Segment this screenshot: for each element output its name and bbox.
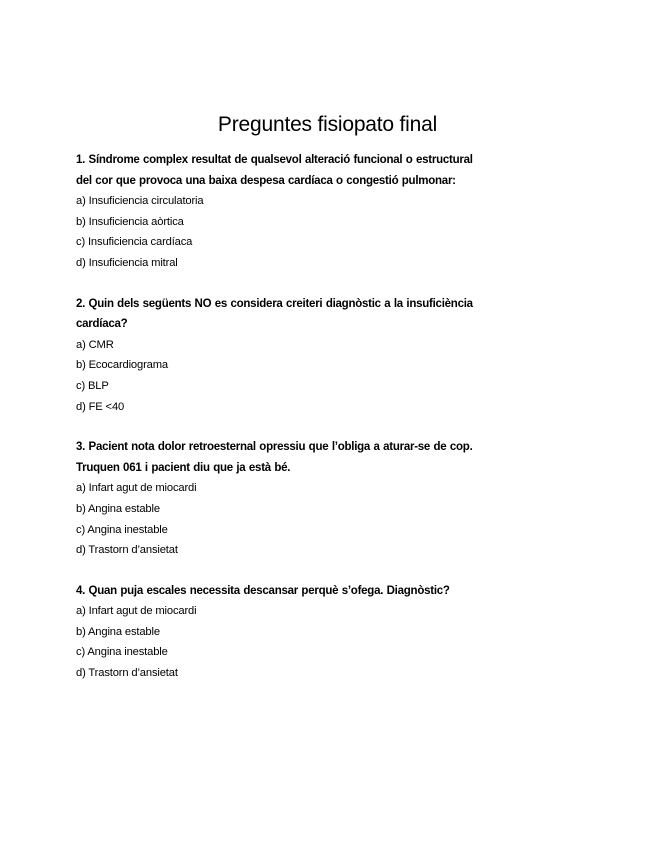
answer-option: d) Trastorn d’ansietat: [76, 667, 178, 680]
question-text-line: cardíaca?: [76, 318, 128, 331]
answer-option: d) Insuficiencia mitral: [76, 256, 178, 269]
answer-option: d) Trastorn d’ansietat: [76, 544, 178, 557]
answer-option: a) Insuficiencia circulatoria: [76, 195, 204, 208]
question-1-text: [76, 150, 536, 191]
answer-option: b) Angina estable: [76, 625, 160, 638]
question-4-text: [76, 581, 536, 602]
page-title: Preguntes fisiopato final: [217, 113, 438, 137]
spacer: [76, 561, 536, 581]
question-text-line: Truquen 061 i pacient diu que ja està bé.: [76, 461, 291, 474]
answer-option: c) Angina inestable: [76, 523, 168, 536]
answer-option: a) Infart agut de miocardi: [76, 605, 197, 618]
answer-option: b) Insuficiencia aòrtica: [76, 215, 184, 228]
answer-option: b) Ecocardiograma: [76, 359, 168, 372]
answer-option: a) Infart agut de miocardi: [76, 482, 197, 495]
question-text-line: 3. Pacient nota dolor retroesternal opressiu que l’obliga a aturar-se de cop.: [76, 441, 473, 454]
question-list: [76, 150, 536, 684]
question-text-line: del cor que provoca una baixa despesa cardíaca o congestió pulmonar:: [76, 174, 456, 187]
spacer: [76, 274, 536, 294]
question-text-line: 4. Quan puja escales necessita descansar perquè s’ofega. Diagnòstic?: [76, 584, 450, 597]
answer-option: d) FE <40: [76, 400, 125, 413]
answer-option: c) Insuficiencia cardíaca: [76, 236, 193, 249]
question-4: [76, 581, 536, 684]
question-1: [76, 150, 536, 274]
question-2: [76, 294, 536, 418]
question-text-line: 2. Quin dels següents NO es considera creiteri diagnòstic a la insuficiència: [76, 297, 473, 310]
question-3: [76, 437, 536, 561]
question-text-line: 1. Síndrome complex resultat de qualsevol alteració funcional o estructural: [76, 154, 473, 166]
question-2-text: [76, 294, 536, 335]
question-3-text: [76, 437, 536, 478]
question-3-options: [76, 478, 536, 560]
answer-option: a) CMR: [76, 338, 114, 351]
answer-option: c) BLP: [76, 379, 109, 392]
spacer: [76, 417, 536, 437]
answer-option: c) Angina inestable: [76, 646, 168, 659]
answer-option: b) Angina estable: [76, 502, 160, 515]
question-2-options: [76, 335, 536, 417]
question-4-options: [76, 601, 536, 683]
question-1-options: [76, 191, 536, 273]
